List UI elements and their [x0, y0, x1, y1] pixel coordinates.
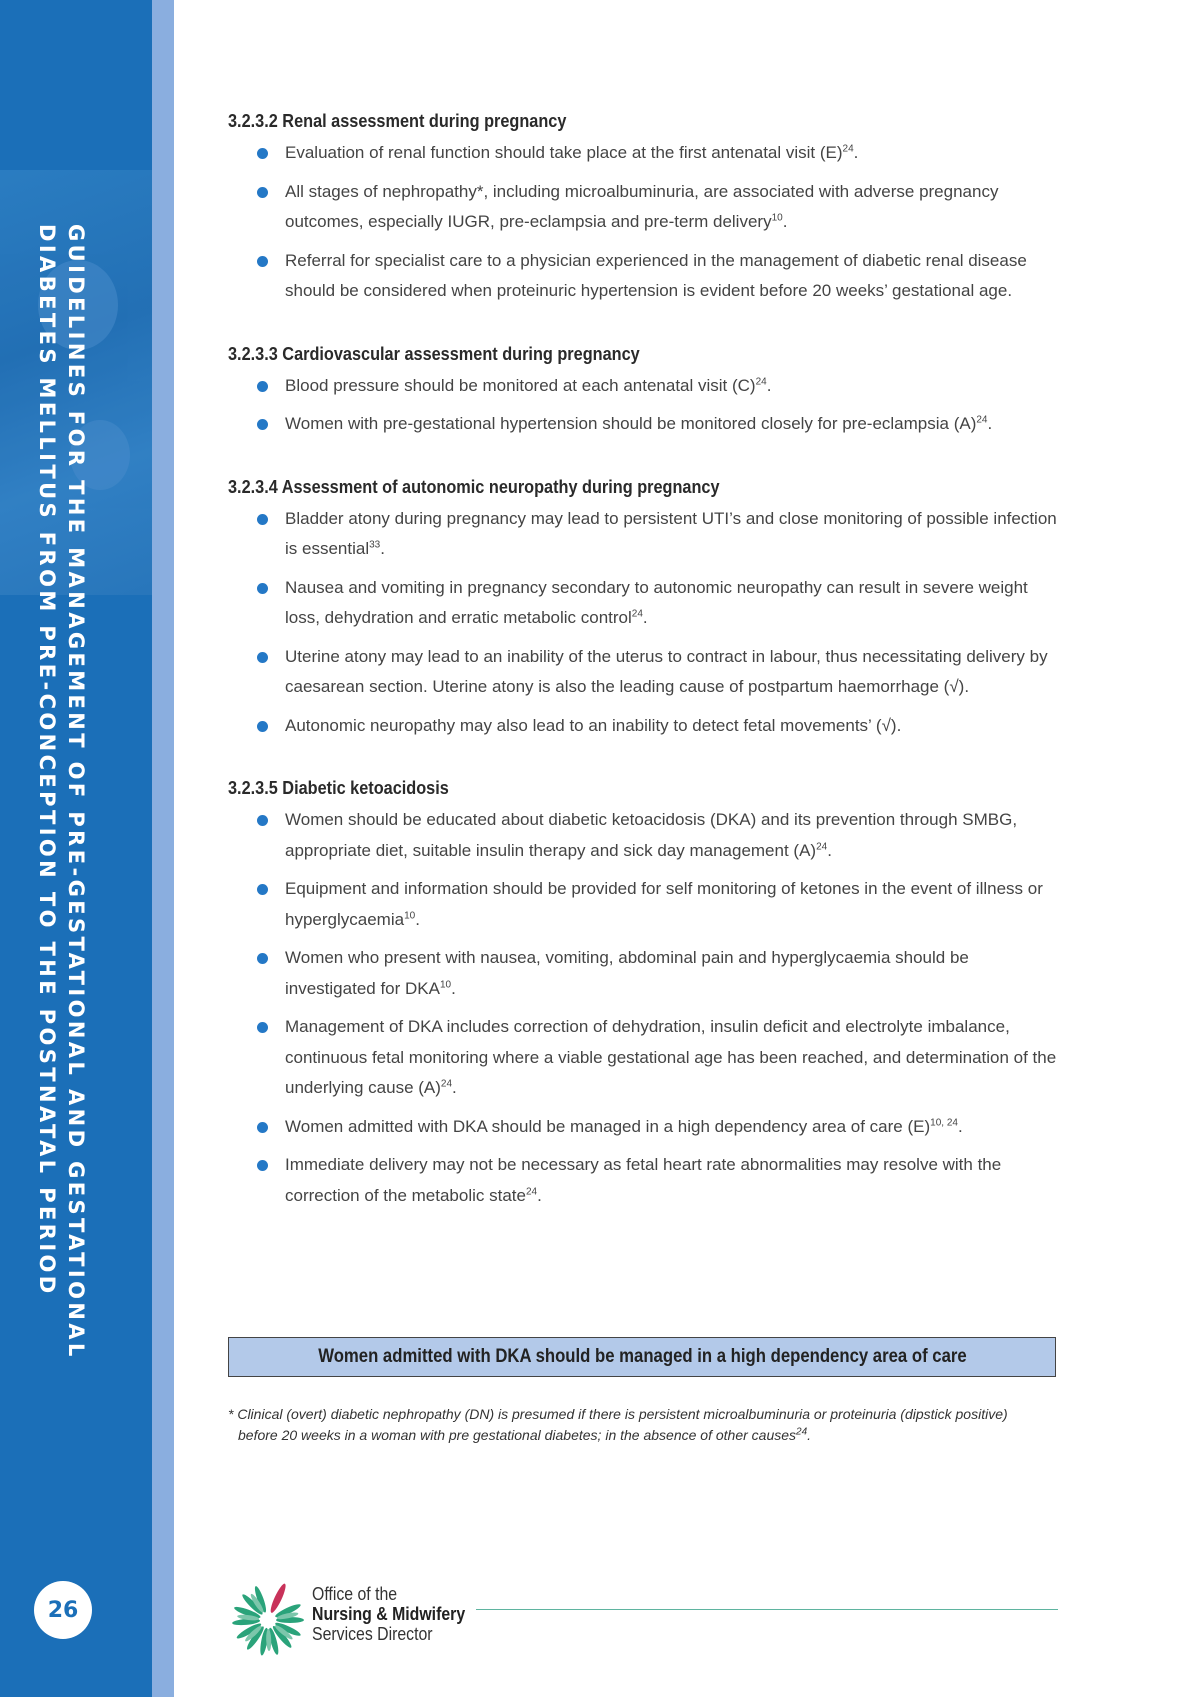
bullet-list — [228, 805, 1058, 1211]
bullet-icon — [257, 148, 268, 159]
list-item — [228, 371, 1058, 402]
bullet-icon — [257, 256, 268, 267]
list-item-text: Referral for specialist care to a physician experienced in the management of diabetic renal disease should be considered when proteinuric hypertension is evident before 20 weeks’ gestational age. — [285, 250, 1027, 300]
section-heading: 3.2.3.3 Cardiovascular assessment during pregnancy — [228, 342, 640, 364]
callout-box — [228, 1337, 1056, 1377]
reference-superscript: 24 — [755, 375, 767, 387]
section-heading: 3.2.3.5 Diabetic ketoacidosis — [228, 777, 449, 798]
bullet-icon — [257, 721, 268, 732]
list-item — [228, 1150, 1058, 1211]
list-item-text: Uterine atony may lead to an inability of the uterus to contract in labour, thus necessitating delivery by caesarean section. Uterine atony is also the leading cause of postpartum haemorrhage (√). — [285, 646, 1048, 696]
list-item-end: . — [642, 608, 648, 627]
list-item-text: Bladder atony during pregnancy may lead to persistent UTI’s and close monitoring of possible infection is essential — [285, 508, 1057, 558]
list-item — [228, 409, 1058, 440]
reference-superscript: 24 — [816, 840, 828, 852]
list-item-end: . — [827, 840, 832, 860]
list-item — [228, 711, 1058, 742]
list-item-end: . — [766, 375, 772, 395]
logo-line3: Services Director — [312, 1624, 433, 1644]
list-item — [228, 138, 1058, 169]
list-item-text: Blood pressure should be monitored at each antenatal visit (C) — [285, 375, 756, 395]
list-item-end: . — [452, 1078, 457, 1097]
bullet-list — [228, 504, 1058, 742]
footnote-end: . — [807, 1427, 812, 1443]
reference-superscript: 10 — [771, 212, 783, 224]
reference-superscript: 10, 24 — [930, 1116, 958, 1128]
bullet-icon — [257, 419, 268, 430]
footnote-line2-text: before 20 weeks in a woman with pre gestational diabetes; in the absence of other causes — [238, 1427, 797, 1443]
bullet-icon — [257, 583, 268, 594]
list-item-text: Management of DKA includes correction of dehydration, insulin deficit and electrolyte imbalance, continuous fetal monitoring where a viable gestational age has been reached, and determination of the underlying cause (A) — [285, 1017, 1057, 1097]
list-item — [228, 573, 1058, 634]
list-item-text: All stages of nephropathy*, including microalbuminuria, are associated with adverse pregnancy outcomes, especially IUGR, pre-eclampsia and pre-term delivery — [285, 181, 999, 231]
bullet-icon — [257, 815, 268, 826]
bullet-icon — [257, 1160, 268, 1171]
reference-superscript: 24 — [842, 143, 854, 155]
list-item-text: Nausea and vomiting in pregnancy secondary to autonomic neuropathy can result in severe weight loss, dehydration and erratic metabolic control — [285, 577, 1028, 627]
list-item-end: . — [782, 212, 788, 231]
section — [228, 110, 1058, 307]
list-item-text: Autonomic neuropathy may also lead to an inability to detect fetal movements’ (√). — [285, 715, 902, 735]
reference-superscript: 33 — [369, 539, 381, 551]
list-item-text: Evaluation of renal function should take place at the first antenatal visit (E) — [285, 143, 843, 162]
logo-line1: Office of the — [312, 1584, 398, 1604]
logo-text — [312, 1584, 465, 1644]
reference-superscript: 24 — [525, 1185, 538, 1197]
list-item — [228, 805, 1058, 866]
list-item — [228, 1112, 1058, 1143]
list-item — [228, 246, 1058, 307]
bullet-list — [228, 138, 1058, 307]
reference-superscript: 10 — [439, 978, 452, 990]
reference-superscript: 24 — [631, 608, 643, 620]
sidebar-title-line2: DIABETES MELLITUS FROM PRE-CONCEPTION TO THE POSTNATAL PERIOD — [35, 224, 59, 1297]
bullet-icon — [257, 1122, 268, 1133]
section-heading: 3.2.3.2 Renal assessment during pregnancy — [228, 110, 567, 131]
sidebar-accent-band — [152, 0, 174, 1697]
main-content — [228, 110, 1058, 1247]
footnote-ref: 24 — [796, 1426, 808, 1438]
section-heading: 3.2.3.4 Assessment of autonomic neuropathy during pregnancy — [228, 475, 720, 497]
section — [228, 343, 1058, 440]
reference-superscript: 24 — [976, 414, 988, 426]
reference-superscript: 24 — [440, 1078, 453, 1090]
list-item-text: Women with pre-gestational hypertension should be monitored closely for pre-eclampsia (A) — [285, 414, 977, 433]
bullet-icon — [257, 514, 268, 525]
list-item-end: . — [957, 1116, 963, 1136]
footnote-line1: * Clinical (overt) diabetic nephropathy (DN) is presumed if there is persistent microalbuminuria or proteinuria (dipstick positive) — [228, 1406, 1008, 1422]
footnote-line2 — [228, 1425, 1068, 1446]
sidebar-title — [32, 224, 90, 1360]
list-item — [228, 504, 1058, 565]
page-number: 26 — [34, 1581, 92, 1639]
bullet-icon — [257, 884, 268, 895]
list-item-end: . — [451, 978, 456, 998]
list-item-end: . — [987, 414, 993, 433]
list-item — [228, 642, 1058, 703]
bullet-icon — [257, 652, 268, 663]
list-item-text: Women admitted with DKA should be managed in a high dependency area of care (E) — [285, 1116, 931, 1136]
section — [228, 777, 1058, 1211]
starburst-logo-icon — [228, 1578, 308, 1658]
bullet-icon — [257, 1022, 268, 1033]
list-item-text: Immediate delivery may not be necessary as fetal heart rate abnormalities may resolve with the correction of the metabolic state — [285, 1155, 1002, 1205]
bullet-icon — [257, 381, 268, 392]
list-item — [228, 943, 1058, 1004]
list-item-end: . — [415, 909, 420, 929]
list-item-text: Women who present with nausea, vomiting, abdominal pain and hyperglycaemia should be investigated for DKA — [285, 948, 969, 998]
callout-text: Women admitted with DKA should be managed in a high dependency area of care — [317, 1346, 967, 1367]
bullet-list — [228, 371, 1058, 440]
list-item — [228, 1012, 1058, 1104]
bullet-icon — [257, 187, 268, 198]
list-item — [228, 177, 1058, 238]
list-item-end: . — [537, 1185, 542, 1205]
section — [228, 476, 1058, 742]
list-item-end: . — [380, 539, 385, 558]
list-item-end: . — [853, 143, 859, 162]
list-item-text: Women should be educated about diabetic ketoacidosis (DKA) and its prevention through SMBG, appropriate diet, suitable insulin therapy and sick day management (A) — [285, 810, 1018, 860]
logo-line2-text: Nursing & Midwifery — [312, 1604, 466, 1624]
sidebar-title-line1: GUIDELINES FOR THE MANAGEMENT OF PRE-GESTATIONAL AND GESTATIONAL — [64, 224, 88, 1360]
footnote — [228, 1404, 1068, 1446]
logo-line2 — [312, 1604, 465, 1624]
footer-divider — [476, 1609, 1058, 1610]
list-item-text: Equipment and information should be provided for self monitoring of ketones in the event of illness or hyperglycaemia — [285, 879, 1043, 929]
list-item — [228, 874, 1058, 935]
reference-superscript: 10 — [404, 909, 416, 921]
bullet-icon — [257, 953, 268, 964]
